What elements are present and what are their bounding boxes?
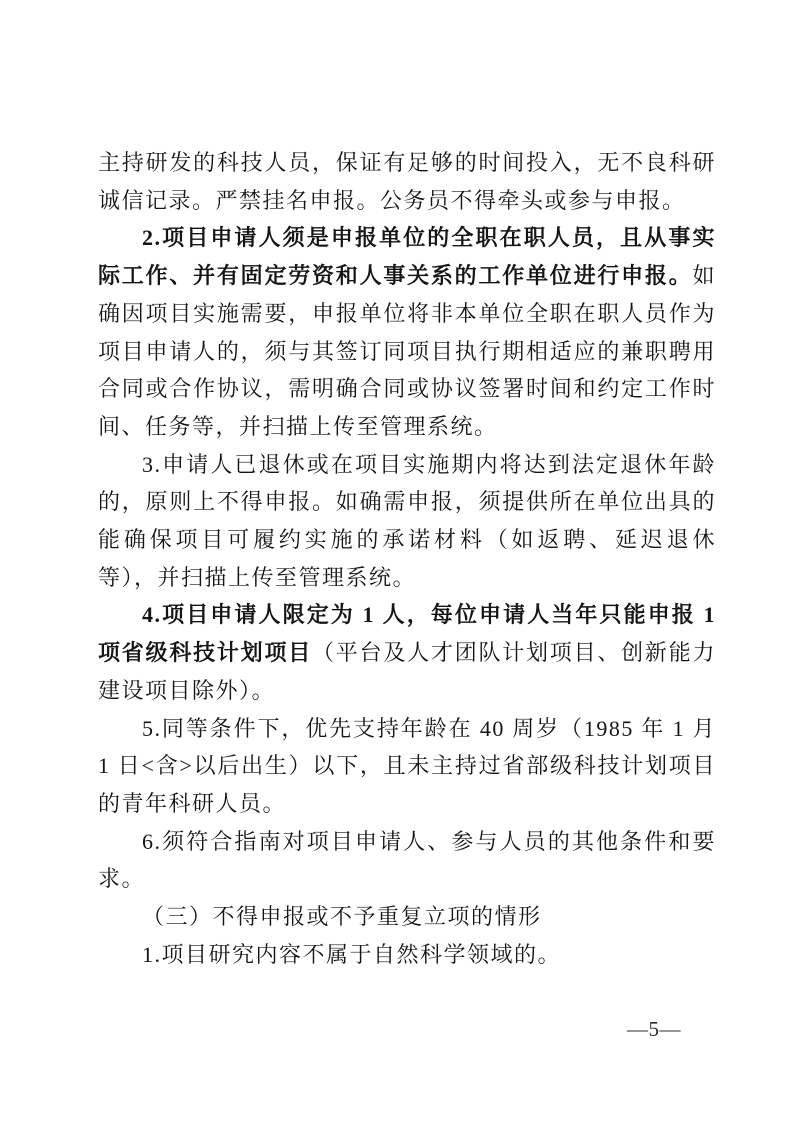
- paragraph: [98, 936, 716, 974]
- paragraph: [98, 596, 716, 709]
- page-number: —5—: [627, 1017, 681, 1041]
- text-run: 6.须符合指南对项目申请人、参与人员的其他条件和要求。: [98, 828, 716, 892]
- paragraph: [98, 898, 716, 936]
- text-run-bold: 2.项目申请人须是申报单位的全职在职人员，且从事实际工作、并有固定劳资和人事关系的工作单位进行申报。: [98, 225, 716, 289]
- paragraph: [98, 823, 716, 898]
- paragraph: [98, 219, 716, 445]
- text-run: 主持研发的科技人员，保证有足够的时间投入，无不良科研诚信记录。严禁挂名申报。公务员不得牵头或参与申报。: [98, 150, 716, 213]
- text-run: （平台及人才团队计划项目、创新能力建设项目除外）。: [98, 640, 716, 703]
- paragraph: [98, 446, 716, 597]
- text-run-bold: 4.项目申请人限定为 1 人，每位申请人当年只能申报 1 项省级科技计划项目: [98, 602, 716, 666]
- text-run: （三）不得申报或不予重复立项的情形: [142, 904, 542, 930]
- paragraph: [98, 144, 716, 219]
- paragraph: [98, 710, 716, 823]
- text-run: 5.同等条件下，优先支持年龄在 40 周岁（1985 年 1 月 1 日<含>以后出生）以下，且未主持过省部级科技计划项目的青年科研人员。: [98, 715, 716, 816]
- text-run: 如确因项目实施需要，申报单位将非本单位全职在职人员作为项目申请人的，须与其签订同项目执行期相适应的兼职聘用合同或合作协议，需明确合同或协议签署时间和约定工作时间、任务等，并扫描上传至管理系统。: [98, 263, 716, 439]
- text-run: 3.申请人已退休或在项目实施期内将达到法定退休年龄的，原则上不得申报。如确需申报，须提供所在单位出具的能确保项目可履约实施的承诺材料（如返聘、延迟退休等），并扫描上传至管理系统。: [98, 451, 716, 590]
- document-body: [98, 144, 716, 973]
- text-run: 1.项目研究内容不属于自然科学领域的。: [142, 941, 562, 967]
